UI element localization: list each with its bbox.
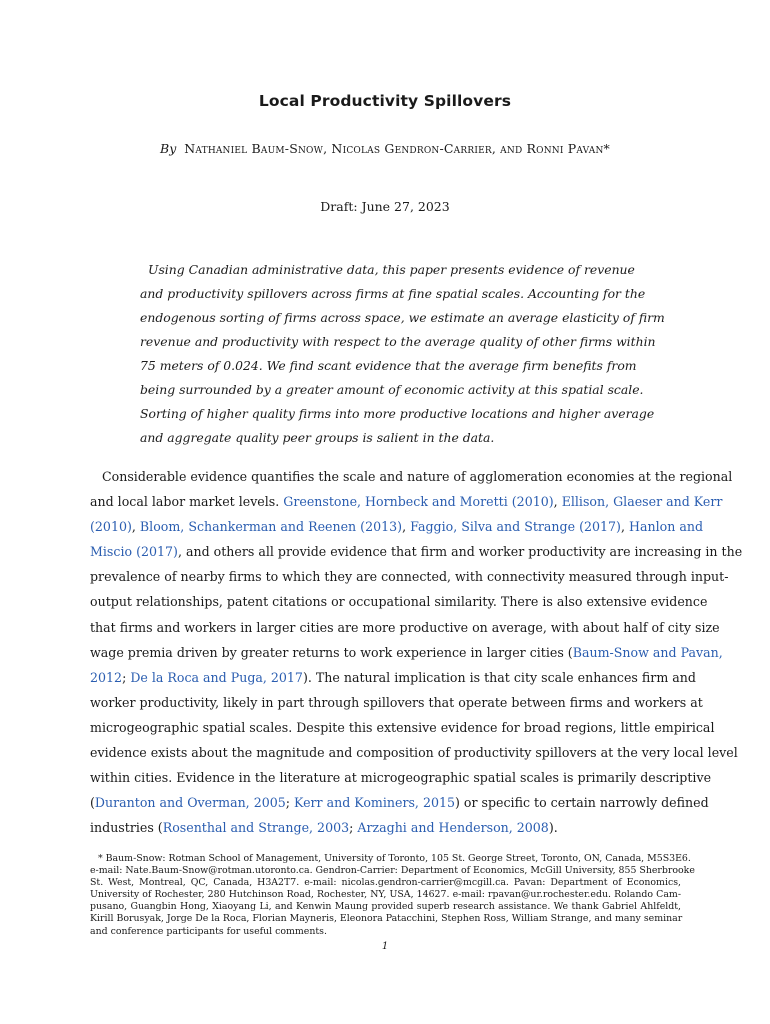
body-line: industries (Rosenthal and Strange, 2003; Arzaghi and Henderson, 2008).	[90, 820, 558, 836]
footnote-line: St. West, Montreal, QC, Canada, H3A2T7. e-mail: nicolas.gendron-carrier@mcgill.ca. Pavan: Department of Economics,	[90, 877, 681, 889]
body-line	[90, 715, 715, 740]
body-line: and local labor market levels. Greenstone, Hornbeck and Moretti (2010), Ellison, Glaeser and Kerr	[90, 494, 723, 510]
citation-year-link[interactable]: (2013)	[360, 519, 403, 535]
body-text: microgeographic spatial scales. Despite this extensive evidence for broad regions, little empirical	[90, 719, 715, 735]
by-label: By	[160, 141, 177, 156]
citation-link[interactable]: Ellison, Glaeser and Kerr	[561, 494, 723, 510]
abstract-line: and productivity spillovers across firms at fine spatial scales. Accounting for the	[140, 286, 646, 301]
body-line: (Duranton and Overman, 2005; Kerr and Kominers, 2015) or specific to certain narrowly defined	[90, 795, 709, 811]
citation-link[interactable]: Faggio, Silva and Strange	[410, 519, 576, 535]
body-text: and local labor market levels.	[90, 494, 280, 510]
paper-title: Local Productivity Spillovers	[258, 92, 512, 110]
author-names: Nathaniel Baum-Snow, Nicolas Gendron-Carrier, and Ronni Pavan*	[184, 141, 610, 156]
abstract-line: Sorting of higher quality firms into more productive locations and higher average	[140, 406, 655, 421]
body-line	[90, 589, 708, 614]
body-text: evidence exists about the magnitude and composition of productivity spillovers at the very local level	[90, 745, 738, 761]
citation-year-link[interactable]: (2010)	[90, 519, 132, 535]
body-line	[90, 539, 743, 564]
body-line	[90, 690, 703, 715]
abstract-line: endogenous sorting of firms across space, we estimate an average elasticity of firm	[140, 310, 665, 325]
body-line	[90, 740, 738, 765]
footnote-line: University of Rochester, 280 Hutchinson Road, Rochester, NY, USA, 14627. e-mail: rpavan@ur.rochester.edu. Rolando Cam-	[90, 889, 681, 901]
citation-link[interactable]: Baum-Snow and Pavan,	[572, 644, 723, 660]
citation-link[interactable]: Greenstone, Hornbeck and Moretti	[283, 494, 508, 510]
body-text: output relationships, patent citations or occupational similarity. There is also extensive evidence	[90, 594, 708, 610]
body-line	[90, 640, 723, 665]
abstract-line: 75 meters of 0.024. We find scant evidence that the average firm benefits from	[140, 358, 637, 373]
citation-link[interactable]: Miscio	[90, 544, 133, 560]
citation-year-link[interactable]: 2012	[90, 669, 123, 685]
body-text: worker productivity, likely in part through spillovers that operate between firms and workers at	[90, 694, 703, 710]
body-text: Considerable evidence quantifies the scale and nature of agglomeration economies at the regional	[102, 469, 733, 484]
abstract-line: revenue and productivity with respect to the average quality of other firms within	[140, 334, 656, 349]
draft-date: Draft: June 27, 2023	[320, 199, 450, 214]
citation-link[interactable]: Rosenthal and Strange, 2003	[162, 820, 350, 836]
citation-year-link[interactable]: (2017)	[136, 544, 178, 560]
abstract-line: Using Canadian administrative data, this paper presents evidence of revenue	[148, 262, 635, 277]
body-line	[90, 464, 733, 489]
body-line: 2012; De la Roca and Puga, 2017). The natural implication is that city scale enhances firm and	[90, 669, 696, 685]
abstract-line: being surrounded by a greater amount of economic activity at this spatial scale.	[140, 382, 644, 397]
body-text: industries (	[90, 820, 163, 836]
body-text: wage premia driven by greater returns to work experience in larger cities (	[90, 644, 573, 660]
abstract	[140, 258, 665, 450]
citation-link[interactable]: Bloom, Schankerman and Reenen	[139, 519, 357, 535]
footnote-line: Kirill Borusyak, Jorge De la Roca, Florian Mayneris, Eleonora Patacchini, Stephen Ross, William Strange, and many seminar	[90, 913, 683, 925]
citation-link[interactable]: Arzaghi and Henderson, 2008	[357, 820, 549, 836]
citation-link[interactable]: Hanlon and	[629, 519, 704, 535]
body-text: , and others all provide evidence that firm and worker productivity are increasing in the	[177, 544, 743, 560]
footnote-line: e-mail: Nate.Baum-Snow@rotman.utoronto.ca. Gendron-Carrier: Department of Economics, McGill University, 855 Sherbrooke	[90, 865, 695, 877]
author-line	[0, 141, 770, 156]
citation-link[interactable]: Duranton and Overman, 2005	[94, 795, 286, 811]
body-paragraph	[90, 464, 743, 840]
body-text: ) or specific to certain narrowly defined	[455, 795, 709, 811]
footnote-line: * Baum-Snow: Rotman School of Management, University of Toronto, 105 St. George Street, Toronto, ON, Canada, M5S3E6.	[98, 853, 691, 864]
body-line	[90, 564, 729, 589]
citation-year-link[interactable]: (2017)	[579, 519, 621, 535]
body-line: (2010), Bloom, Schankerman and Reenen (2013), Faggio, Silva and Strange (2017), Hanlon and	[90, 519, 704, 535]
citation-year-link[interactable]: (2010)	[511, 494, 554, 510]
body-text: within cities. Evidence in the literature at microgeographic spatial scales is primarily descriptive	[90, 770, 712, 786]
body-text: prevalence of nearby firms to which they are connected, with connectivity measured through input-	[90, 569, 729, 585]
body-text: that firms and workers in larger cities are more productive on average, with about half of city size	[90, 619, 720, 635]
citation-link[interactable]: Kerr and Kominers, 2015	[294, 795, 455, 811]
footnote-line: and conference participants for useful comments.	[90, 925, 327, 937]
body-text: ). The natural implication is that city scale enhances firm and	[302, 669, 696, 685]
footnote-rule	[90, 848, 681, 850]
body-line	[90, 765, 712, 790]
body-line	[90, 615, 720, 640]
body-text: ).	[548, 820, 558, 836]
citation-link[interactable]: De la Roca and Puga, 2017	[130, 669, 303, 685]
abstract-line: and aggregate quality peer groups is salient in the data.	[140, 430, 495, 445]
footnote-line: pusano, Guangbin Hong, Xiaoyang Li, and Kenwin Maung provided superb research assistance. We thank Gabriel Ahlfeldt,	[90, 901, 681, 913]
page-number: 1	[381, 941, 389, 952]
footnote	[90, 853, 695, 938]
